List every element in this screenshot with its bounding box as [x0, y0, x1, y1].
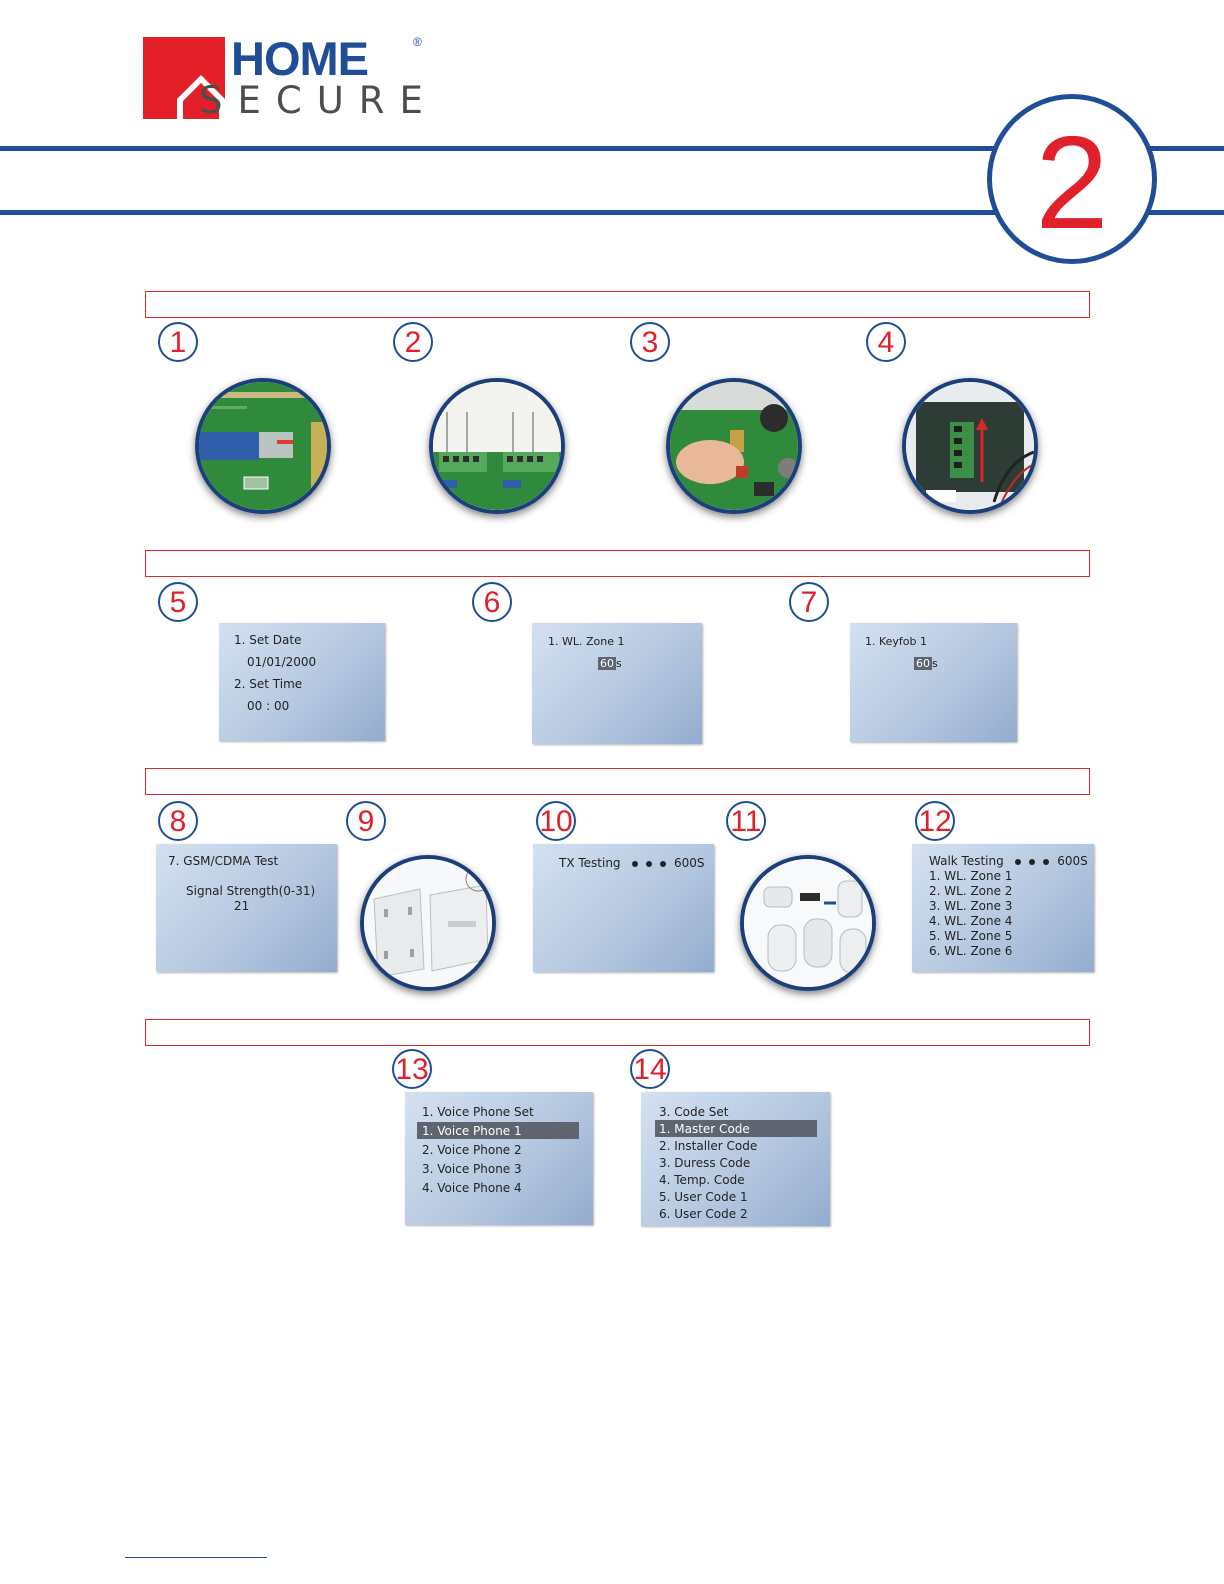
lcd-menu-title: 3. Code Set	[659, 1105, 729, 1119]
lcd-menu-item: 3. Duress Code	[659, 1156, 751, 1170]
lcd-screen-tx-testing	[533, 844, 714, 972]
lcd-screen-keyfob-delay	[850, 623, 1017, 742]
step-number-circle	[987, 94, 1157, 264]
lcd-unit: s	[616, 657, 622, 670]
step-badge-12: 12	[915, 801, 955, 841]
step-badge-2: 2	[393, 322, 433, 362]
dot-icon	[1029, 859, 1035, 865]
lcd-menu-item: 5. User Code 1	[659, 1190, 748, 1204]
lcd-status-row	[929, 854, 1088, 868]
lcd-value-row	[598, 657, 622, 671]
logo-word-secure: SECURE	[199, 79, 438, 122]
step-badge-7: 7	[789, 582, 829, 622]
lcd-menu-item: 4. Voice Phone 4	[422, 1181, 522, 1195]
step-badge-14: 14	[630, 1049, 670, 1089]
lcd-line: Signal Strength(0-31)	[186, 884, 316, 898]
dot-icon	[1043, 859, 1049, 865]
wireless-sensors-photo	[740, 855, 876, 991]
lcd-walk-time: 600S	[1057, 854, 1088, 868]
lcd-line: 1. Set Date	[234, 633, 302, 647]
lcd-menu-item-selected: 1. Master Code	[659, 1122, 750, 1136]
lcd-list-item: 3. WL. Zone 3	[929, 899, 1013, 913]
logo-word-home: HOME	[231, 32, 368, 85]
step-badge-4: 4	[866, 322, 906, 362]
lcd-line: 1. WL. Zone 1	[548, 635, 625, 648]
jumper-switch-photo	[666, 378, 802, 514]
lcd-value-row	[914, 657, 938, 671]
lcd-list-item: 1. WL. Zone 1	[929, 869, 1013, 883]
power-connector-photo	[902, 378, 1038, 514]
lcd-screen-gsm-test	[156, 844, 337, 972]
wall-mount-photo	[360, 855, 496, 991]
lcd-menu-item: 3. Voice Phone 3	[422, 1162, 522, 1176]
lcd-tx-label: TX Testing	[559, 856, 621, 870]
lcd-line: 7. GSM/CDMA Test	[168, 854, 279, 868]
sim-card-photo	[195, 378, 331, 514]
section-box-3	[145, 768, 1090, 795]
step-badge-11: 11	[726, 801, 766, 841]
lcd-list-item: 2. WL. Zone 2	[929, 884, 1013, 898]
dot-icon	[1015, 859, 1021, 865]
lcd-list-item: 6. WL. Zone 6	[929, 944, 1013, 958]
lcd-unit: s	[932, 657, 938, 670]
step-badge-5: 5	[158, 582, 198, 622]
registered-mark: ®	[413, 35, 422, 49]
dot-icon	[660, 861, 666, 867]
lcd-list-item: 4. WL. Zone 4	[929, 914, 1013, 928]
lcd-screen-voice-phone-set	[405, 1092, 593, 1225]
lcd-tx-time: 600S	[674, 856, 705, 870]
step-badge-3: 3	[630, 322, 670, 362]
home-secure-logo	[143, 32, 438, 122]
lcd-list-item: 5. WL. Zone 5	[929, 929, 1013, 943]
lcd-menu-item: 4. Temp. Code	[659, 1173, 745, 1187]
lcd-line: 01/01/2000	[247, 655, 317, 669]
terminal-block-photo	[429, 378, 565, 514]
footnote-separator	[125, 1557, 267, 1558]
step-badge-10: 10	[536, 801, 576, 841]
lcd-line: 2. Set Time	[234, 677, 303, 691]
step-badge-13: 13	[392, 1049, 432, 1089]
lcd-screen-code-set	[641, 1092, 830, 1226]
step-badge-8: 8	[158, 801, 198, 841]
section-box-2	[145, 550, 1090, 577]
dot-icon	[646, 861, 652, 867]
lcd-menu-item: 6. User Code 2	[659, 1207, 748, 1221]
lcd-line: 00 : 00	[247, 699, 290, 713]
lcd-menu-item: 2. Installer Code	[659, 1139, 758, 1153]
lcd-menu-title: 1. Voice Phone Set	[422, 1105, 534, 1119]
lcd-walk-label: Walk Testing	[929, 854, 1004, 868]
lcd-signal-value: 21	[234, 899, 250, 913]
step-number: 2	[1035, 109, 1109, 256]
section-box-4	[145, 1019, 1090, 1046]
lcd-screen-walk-testing	[912, 844, 1094, 972]
lcd-screen-date-time	[219, 623, 385, 741]
lcd-value-highlight: 60	[916, 657, 930, 670]
step-badge-9: 9	[346, 801, 386, 841]
lcd-status-row	[559, 856, 705, 870]
lcd-line: 1. Keyfob 1	[865, 635, 928, 648]
step-badge-6: 6	[472, 582, 512, 622]
dot-icon	[632, 861, 638, 867]
step-badge-1: 1	[158, 322, 198, 362]
section-box-1	[145, 291, 1090, 318]
lcd-screen-zone-delay	[532, 623, 702, 744]
lcd-menu-item: 2. Voice Phone 2	[422, 1143, 522, 1157]
lcd-menu-item-selected: 1. Voice Phone 1	[422, 1124, 522, 1138]
lcd-value-highlight: 60	[600, 657, 614, 670]
